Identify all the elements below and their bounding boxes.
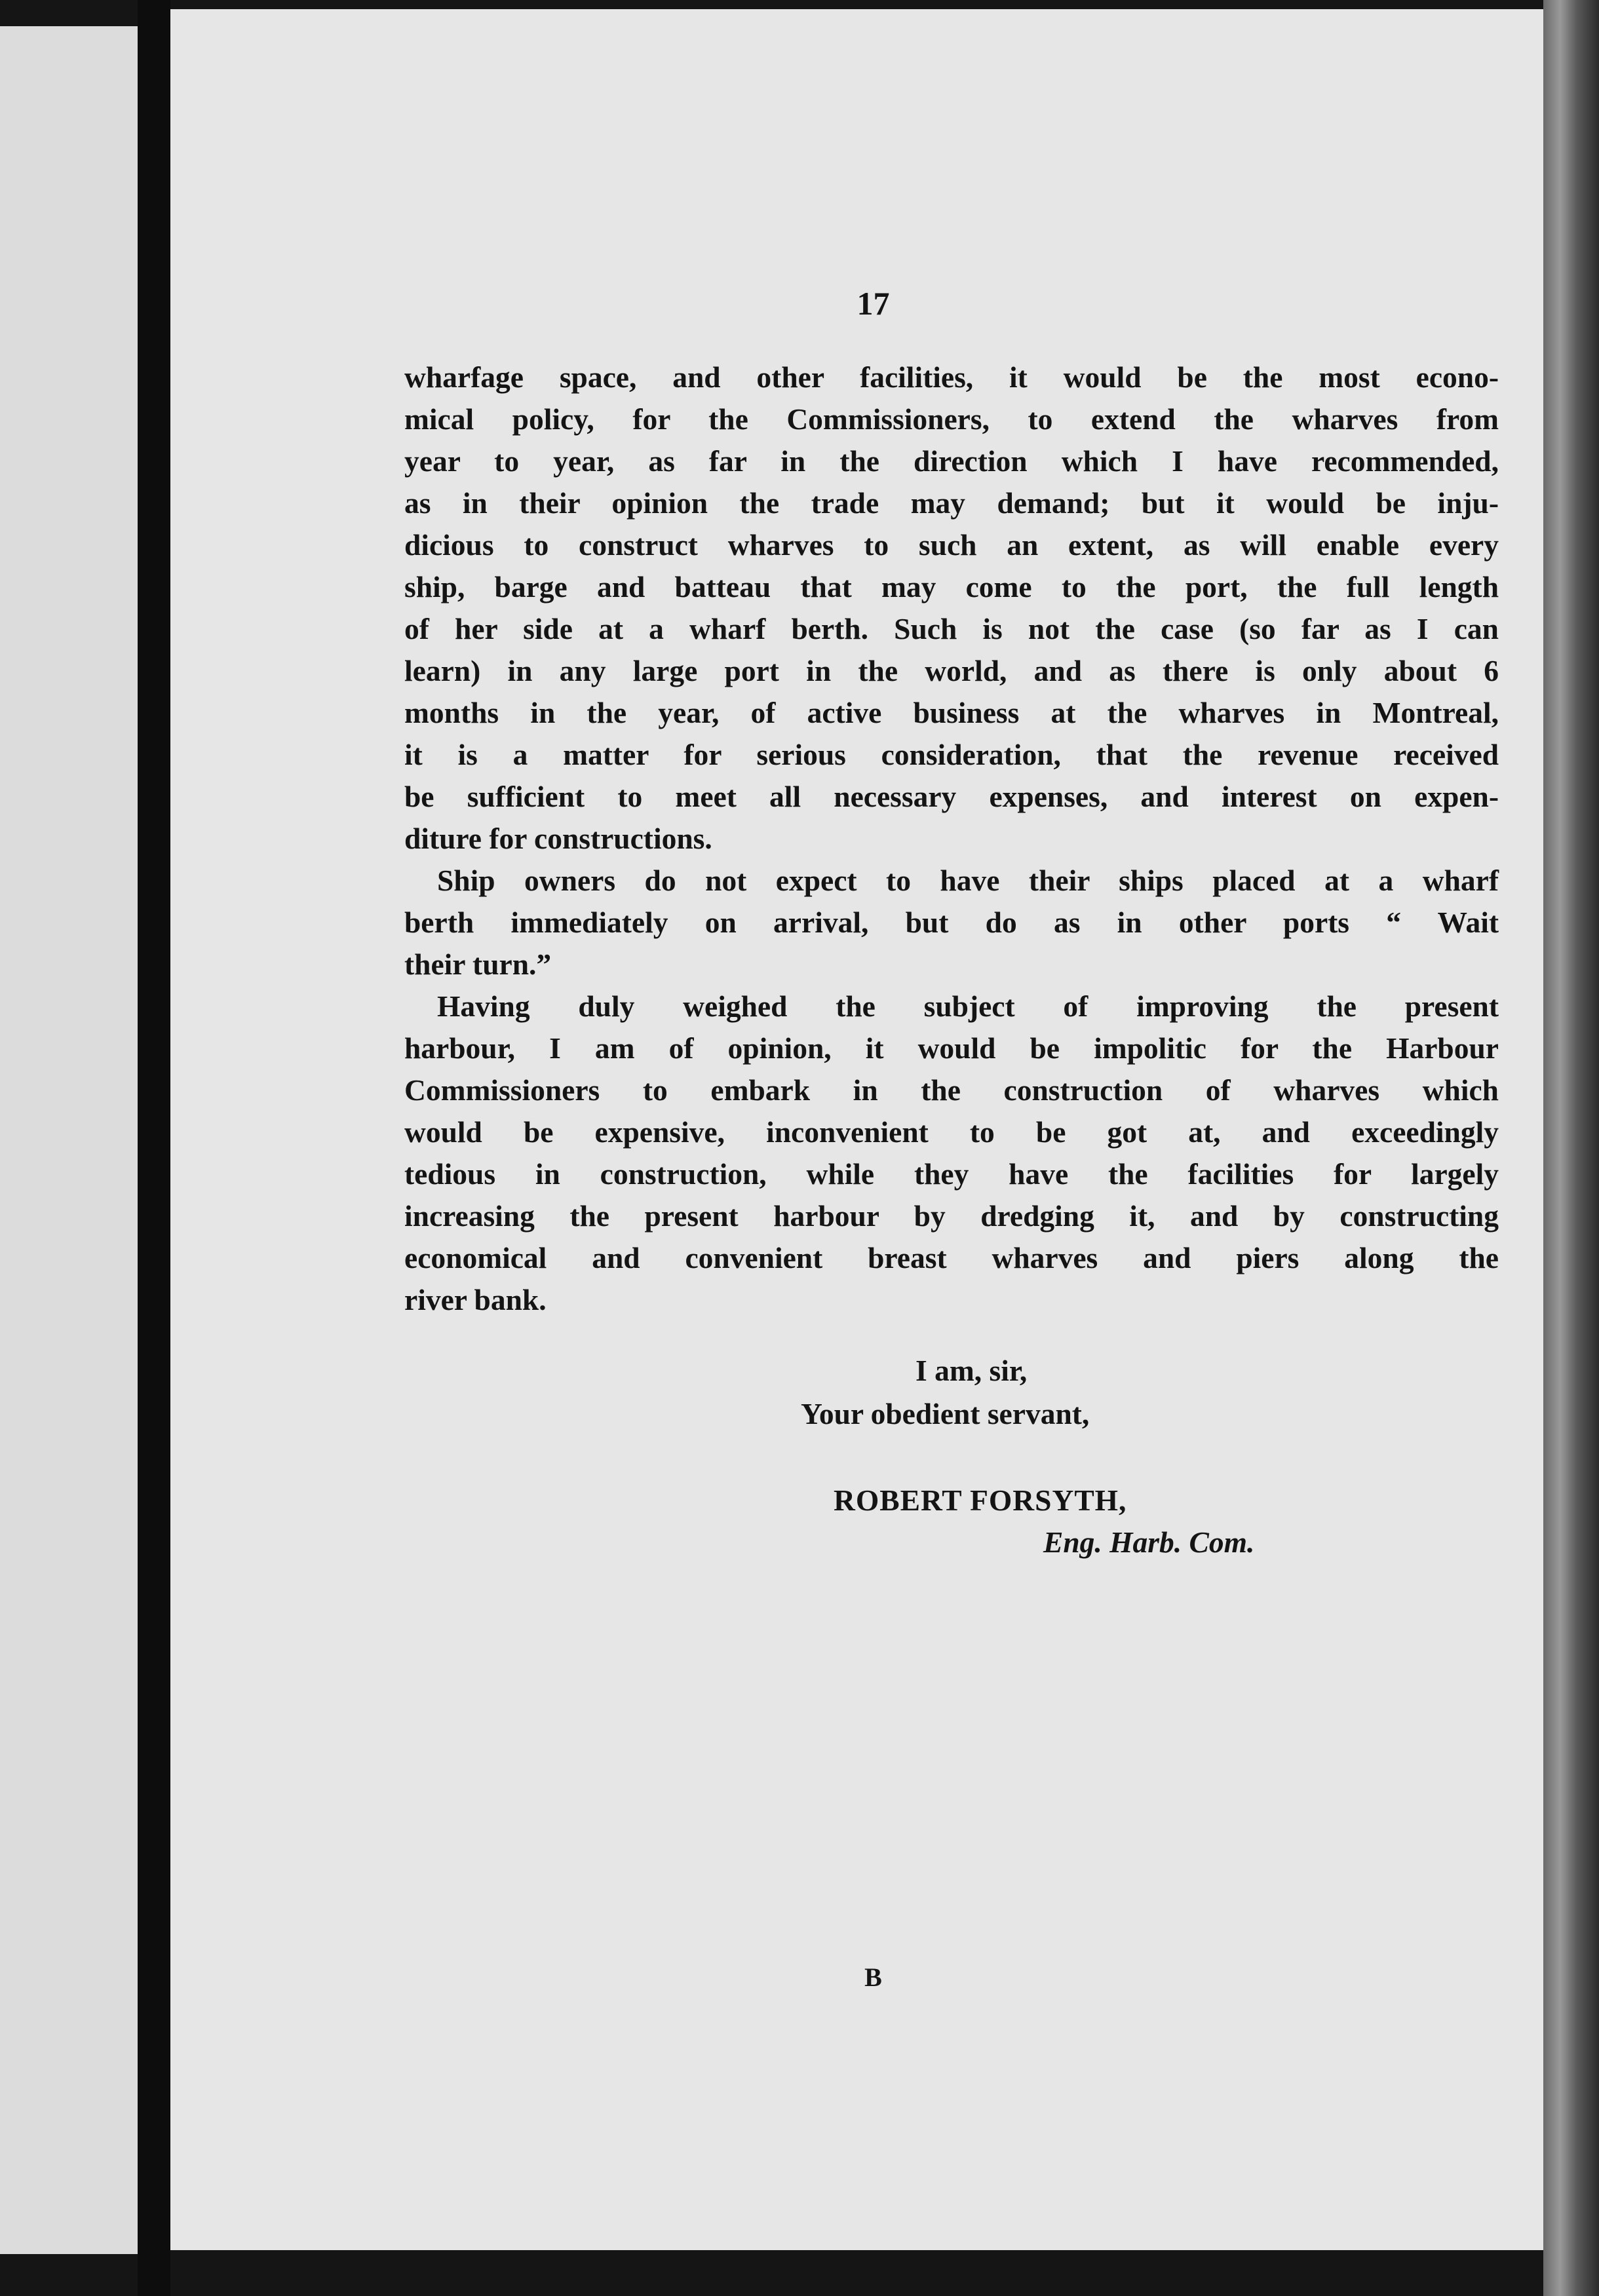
closing-salutation: I am, sir, <box>915 1354 1028 1387</box>
signature-mark: B <box>864 1962 882 1992</box>
page-stack-edge <box>1543 0 1599 2296</box>
text-line: tedious in construction, while they have the facilities for largely <box>404 1157 1499 1191</box>
text-line: increasing the present harbour by dredging it, and by constructing <box>404 1199 1499 1233</box>
facing-page-edge <box>0 26 138 2254</box>
text-line: learn) in any large port in the world, and as there is only about 6 <box>404 654 1499 687</box>
text-line: Having duly weighed the subject of improving the present <box>437 989 1499 1023</box>
text-line: diture for constructions. <box>404 822 712 855</box>
document-page <box>170 9 1543 2250</box>
closing-complimentary: Your obedient servant, <box>801 1397 1090 1430</box>
body-text <box>404 356 1499 1321</box>
text-line: months in the year, of active business at the wharves in Montreal, <box>404 696 1499 729</box>
text-line: ship, barge and batteau that may come to the port, the full length <box>404 570 1499 603</box>
text-line: mical policy, for the Commissioners, to extend the wharves from <box>404 402 1499 436</box>
paragraph-1 <box>404 356 1499 860</box>
text-line: of her side at a wharf berth. Such is not the case (so far as I can <box>404 612 1499 645</box>
text-line: year to year, as far in the direction which I have recommended, <box>404 444 1499 478</box>
signatory-name: ROBERT FORSYTH, <box>834 1483 1127 1517</box>
text-line: wharfage space, and other facilities, it would be the most econo- <box>404 360 1499 394</box>
text-line: it is a matter for serious consideration, that the revenue received <box>404 738 1499 771</box>
text-line: be sufficient to meet all necessary expenses, and interest on expen- <box>404 780 1499 813</box>
text-line: harbour, I am of opinion, it would be impolitic for the Harbour <box>404 1031 1499 1065</box>
text-line: Ship owners do not expect to have their ships placed at a wharf <box>437 864 1499 897</box>
text-line: river bank. <box>404 1283 547 1316</box>
text-line: economical and convenient breast wharves and piers along the <box>404 1241 1499 1274</box>
page-number: 17 <box>857 285 890 322</box>
text-line: would be expensive, inconvenient to be got at, and exceedingly <box>404 1115 1499 1149</box>
book-gutter <box>138 0 170 2296</box>
paragraph-2 <box>404 860 1499 985</box>
text-line: berth immediately on arrival, but do as in other ports “ Wait <box>404 906 1499 939</box>
text-line: as in their opinion the trade may demand; but it would be inju- <box>404 486 1499 520</box>
text-line: dicious to construct wharves to such an extent, as will enable every <box>404 528 1499 562</box>
text-line: Commissioners to embark in the construction of wharves which <box>404 1073 1499 1107</box>
signatory-title: Eng. Harb. Com. <box>1043 1525 1255 1559</box>
paragraph-3 <box>404 985 1499 1321</box>
text-line: their turn.” <box>404 947 552 981</box>
